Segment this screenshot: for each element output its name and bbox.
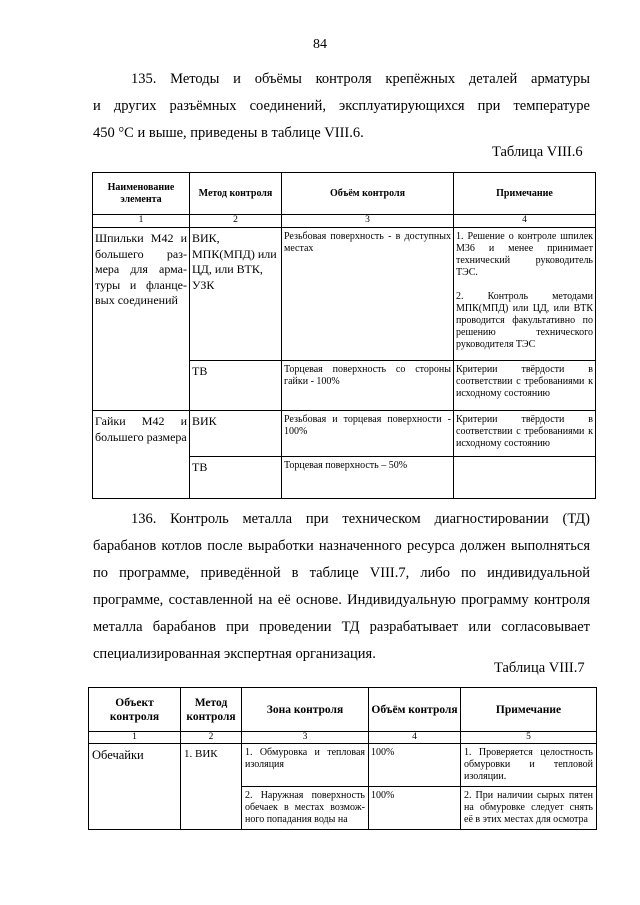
cell-note: 2. При наличии сырых пятен на обмуровке следует снять её в этих местах для осмотра [461, 787, 597, 830]
header-method: Метод контроля [181, 688, 242, 732]
column-number: 4 [454, 215, 596, 228]
cell-volume: Резьбовая поверхность - в доступных местах [282, 228, 454, 361]
header-object: Объект контроля [89, 688, 181, 732]
table-viii-7 [88, 687, 597, 830]
cell-note-empty [454, 457, 596, 499]
column-number: 1 [93, 215, 190, 228]
paragraph-line: программе, составленной на её основе. Индивидуальную программу контроля [93, 592, 590, 608]
cell-volume: 100% [369, 787, 461, 830]
table-caption-viii-6: Таблица VIII.6 [492, 144, 583, 160]
header-zone: Зона контроля [242, 688, 369, 732]
paragraph-line: 136. Контроль металла при техническом диагностировании (ТД) [131, 511, 590, 527]
header-volume: Объём контроля [369, 688, 461, 732]
header-note: Примечание [461, 688, 597, 732]
column-number: 1 [89, 732, 181, 744]
cell-volume: Торцевая поверхность – 50% [282, 457, 454, 499]
cell-volume: 100% [369, 744, 461, 787]
column-number: 3 [282, 215, 454, 228]
paragraph-line: барабанов котлов после выработки назначенного ресурса должен выполняться [93, 538, 590, 554]
column-number: 4 [369, 732, 461, 744]
table-row [93, 411, 596, 457]
table-viii-6 [92, 172, 596, 499]
cell-zone: 1. Обмуровка и тепловая изоляция [242, 744, 369, 787]
cell-method: ТВ [190, 457, 282, 499]
paragraph-136 [93, 506, 590, 668]
cell-note: Критерии твёрдости в соответствии с требованиями к исходному состоянию [454, 361, 596, 411]
header-element-name: Наименование элемента [93, 173, 190, 215]
table-row [89, 744, 597, 787]
column-number: 2 [181, 732, 242, 744]
paragraph-135 [93, 66, 590, 147]
cell-method: 1. ВИК [181, 744, 242, 830]
cell-element-name: Гайки М42 и большего размера [93, 411, 190, 499]
cell-note [454, 228, 596, 361]
cell-note: 1. Проверяется целостность обмуровки и тепловой изоляции. [461, 744, 597, 787]
cell-object: Обечайки [89, 744, 181, 830]
header-method: Метод контроля [190, 173, 282, 215]
cell-note: Критерии твёрдости в соответствии с требованиями к исходному состоянию [454, 411, 596, 457]
column-number: 5 [461, 732, 597, 744]
cell-element-name: Шпильки М42 и большего раз-мера для арма-туры и фланце-вых соединений [93, 228, 190, 411]
page-number: 84 [313, 37, 327, 52]
cell-method: ВИК [190, 411, 282, 457]
cell-method: ТВ [190, 361, 282, 411]
paragraph-line: и других разъёмных соединений, эксплуатирующихся при температуре [93, 98, 590, 114]
cell-volume: Торцевая поверхность со стороны гайки - 100% [282, 361, 454, 411]
paragraph-line: 450 °С и выше, приведены в таблице VIII.6. [93, 125, 364, 141]
header-note: Примечание [454, 173, 596, 215]
note-item: 2. Контроль методами МПК(МПД) или ЦД, или ВТК проводится факультативно по решению технического руководителя ТЭС [456, 291, 593, 350]
column-number: 2 [190, 215, 282, 228]
paragraph-line: металла барабанов при проведении ТД разрабатывает или согласовывает [93, 619, 590, 635]
header-volume: Объём контроля [282, 173, 454, 215]
cell-zone: 2. Наружная поверхность обечаек в местах возмож-ного попадания воды на [242, 787, 369, 830]
paragraph-line: специализированная экспертная организация. [93, 646, 376, 662]
paragraph-line: по программе, приведённой в таблице VIII.7, либо по индивидуальной [93, 565, 590, 581]
cell-method: ВИК, МПК(МПД) или ЦД, или ВТК, УЗК [190, 228, 282, 361]
table-caption-viii-7: Таблица VIII.7 [494, 660, 585, 676]
note-item: 1. Решение о контроле шпилек М36 и менее принимает технический руководитель ТЭС. [456, 231, 593, 278]
cell-volume: Резьбовая и торцевая поверхности - 100% [282, 411, 454, 457]
column-number: 3 [242, 732, 369, 744]
paragraph-line: 135. Методы и объёмы контроля крепёжных деталей арматуры [131, 71, 590, 87]
table-row [93, 228, 596, 361]
